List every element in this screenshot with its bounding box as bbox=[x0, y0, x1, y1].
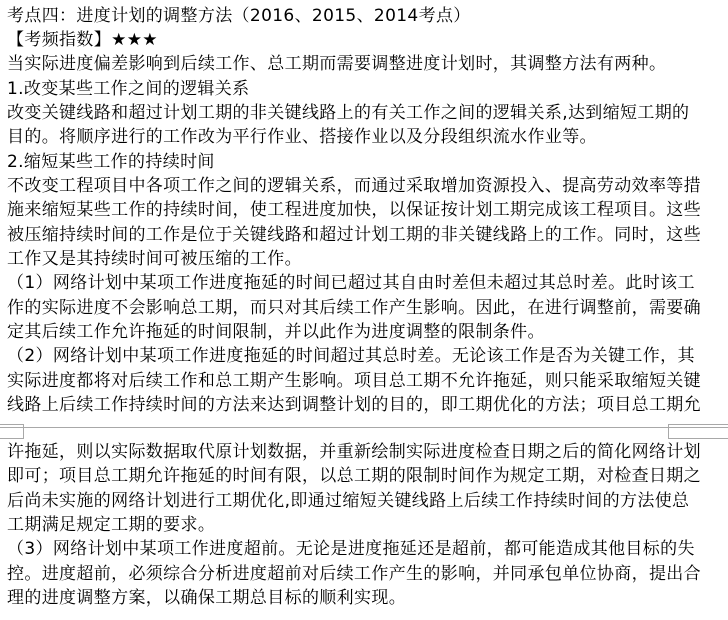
text-line: 工期满足规定工期的要求。 bbox=[7, 515, 216, 536]
text-line: 施来缩短某些工作的持续时间，使工程进度加快，以保证按计划工期完成该工程项目。这些 bbox=[7, 200, 701, 221]
text-line: 实际进度都将对后续工作和总工期产生影响。项目总工期不允许拖延，则只能采取缩短关键 bbox=[7, 370, 701, 391]
text-line: 作的实际进度不会影响总工期，而只对其后续工作产生影响。因此，在进行调整前，需要确 bbox=[7, 297, 701, 318]
page-break-corner-left bbox=[0, 424, 24, 439]
text-line: 不改变工程项目中各项工作之间的逻辑关系，而通过采取增加资源投入、提高劳动效率等措 bbox=[7, 175, 701, 196]
text-line: 后尚未实施的网络计划进行工期优化,即通过缩短关键线路上后续工作持续时间的方法使总 bbox=[7, 490, 690, 511]
text-line: 控。进度超前，必须综合分析进度超前对后续工作产生的影响，并同承包单位协商，提出合 bbox=[7, 563, 701, 584]
document-title-line: 考点四：进度计划的调整方法（2016、2015、2014考点） bbox=[7, 5, 471, 26]
text-line: 改变关键线路和超过计划工期的非关键线路上的有关工作之间的逻辑关系,达到缩短工期的 bbox=[7, 102, 690, 123]
text-line: 工作又是其持续时间可被压缩的工作。 bbox=[7, 248, 302, 269]
text-line: 许拖延，则以实际数据取代原计划数据，并重新绘制实际进度检查日期之后的简化网络计划 bbox=[7, 442, 701, 462]
document-body-page2 bbox=[7, 440, 723, 610]
text-line: 被压缩持续时间的工作是位于关键线路和超过计划工期的非关键线路上的工作。同时，这些 bbox=[7, 224, 701, 245]
frequency-index-line: 【考频指数】★★★ bbox=[7, 29, 158, 50]
page-break-corner-right bbox=[668, 424, 728, 439]
section-heading-1: 1.改变某些工作之间的逻辑关系 bbox=[7, 78, 250, 99]
text-line: 当实际进度偏差影响到后续工作、总工期而需要调整进度计划时，其调整方法有两种。 bbox=[7, 54, 667, 75]
page-break-line bbox=[0, 427, 728, 428]
text-line: 目的。将顺序进行的工作改为平行作业、搭接作业以及分段组织流水作业等。 bbox=[7, 127, 597, 148]
section-heading-2: 2.缩短某些工作的持续时间 bbox=[7, 151, 215, 172]
item-3-line: （3）网络计划中某项工作进度超前。无论是进度拖延还是超前，都可能造成其他目标的失 bbox=[7, 539, 695, 560]
item-1-line: （1）网络计划中某项工作进度拖延的时间已超过其自由时差但未超过其总时差。此时该工 bbox=[7, 273, 695, 294]
text-line: 线路上后续工作持续时间的方法来达到调整计划的目的，即工期优化的方法；项目总工期允 bbox=[7, 395, 701, 415]
document-body-page1 bbox=[7, 4, 723, 418]
item-2-line: （2）网络计划中某项工作进度拖延的时间超过其总时差。无论该工作是否为关键工作，其 bbox=[7, 346, 695, 367]
text-line: 理的进度调整方案，以确保工期总目标的顺利实现。 bbox=[7, 588, 407, 609]
text-line: 定其后续工作允许拖延的时间限制，并以此作为进度调整的限制条件。 bbox=[7, 321, 545, 342]
text-line: 即可；项目总工期允许拖延的时间有限，以总工期的限制时间作为规定工期，对检查日期之 bbox=[7, 466, 701, 487]
